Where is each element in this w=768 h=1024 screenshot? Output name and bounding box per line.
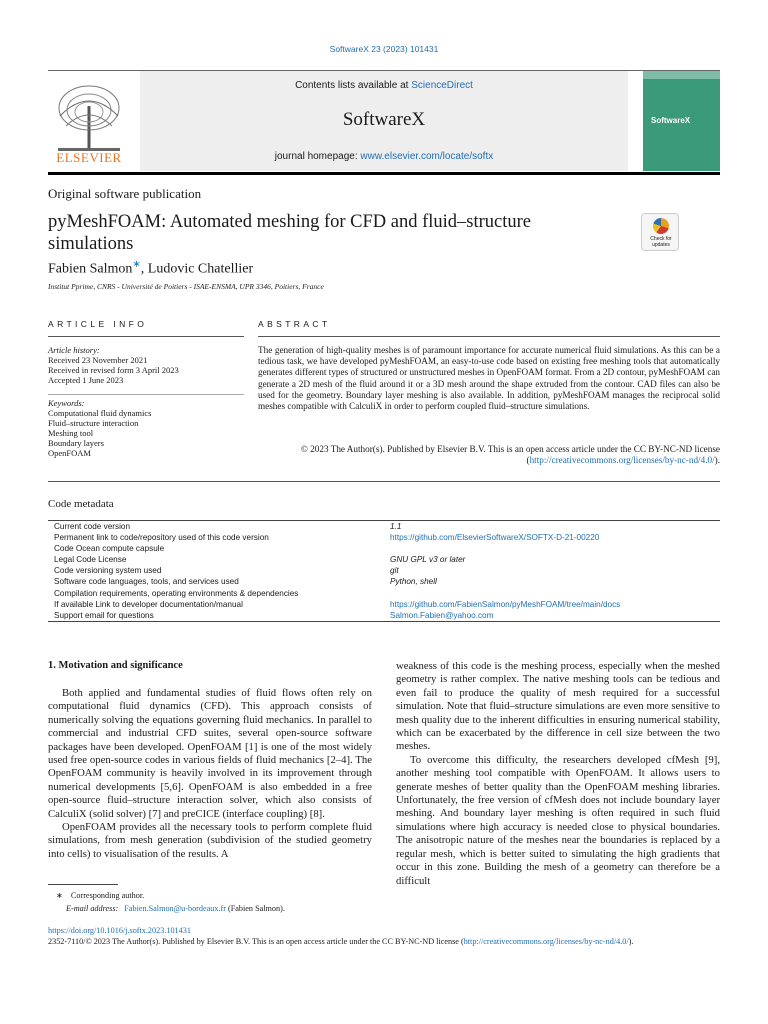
metadata-key: Compilation requirements, operating environments & dependencies	[54, 588, 299, 598]
metadata-row	[48, 565, 720, 576]
journal-homepage-link[interactable]: www.elsevier.com/locate/softx	[360, 151, 494, 162]
copyright-text: © 2023 The Author(s). Published by Elsevier B.V. This is an open access article under the CC BY-NC-ND license (	[300, 444, 720, 466]
metadata-link[interactable]: Salmon.Fabien@yahoo.com	[390, 610, 494, 620]
metadata-value	[390, 588, 720, 599]
homepage-line	[140, 151, 628, 162]
footer-license	[48, 937, 720, 948]
abstract-text: The generation of high-quality meshes is of paramount importance for accurate numerical fluid simulations. As this can be a tedious task, we have developed pyMeshFOAM, an easy-to-use code based on existing free meshing tools that automatically generates different types of structured or unstructured meshes in OpenFOAM format. From a 2D contour, pyMeshFOAM can generate a 2D mesh of the fluid around it or a 3D mesh around the shape extruded from the contour. CAD files can also be used for the geometry. Boundary layer meshing is also available. In addition, pyMeshFOAM manages the reciprocal solid meshes compatible with CalculiX in order to perform coupled fluid–structure simulations.	[258, 345, 720, 412]
paragraph: weakness of this code is the meshing process, especially when the meshed geometry is rather complex. The native meshing tools can be tedious and even fail to produce the quality of mesh required for a successful simulation. Note that fluid–structure simulations are even more sensitive to mesh quality due to the inherent difficulties in ensuring numerical stability, which can be exacerbated by the difference in cell size between the two meshes.	[396, 660, 720, 753]
keywords-label: Keywords:	[48, 398, 85, 408]
paper-title: pyMeshFOAM: Automated meshing for CFD and fluid–structure simulations	[48, 212, 532, 254]
left-column	[48, 687, 372, 861]
metadata-value: 1.1	[390, 522, 402, 531]
header-bottom-rule	[48, 172, 720, 175]
keyword-item: Fluid–structure interaction	[48, 418, 139, 428]
journal-reference-link[interactable]: SoftwareX 23 (2023) 101431	[329, 44, 439, 54]
metadata-value: git	[390, 566, 399, 576]
code-metadata-table	[48, 520, 720, 622]
section-heading: 1. Motivation and significance	[48, 660, 183, 671]
metadata-value: GNU GPL v3 or later	[390, 555, 466, 565]
journal-title: SoftwareX	[342, 109, 426, 130]
footnote-corresponding	[56, 890, 144, 901]
footer-license-end: ).	[628, 936, 634, 946]
history-label: Article history:	[48, 345, 100, 355]
email-label: E-mail address:	[66, 904, 119, 913]
paragraph: Both applied and fundamental studies of fluid flows often rely on computational fluid dynamics (CFD). This approach consists of numerically solving the equations governing fluid mechanics. In parallel to commercial and industrial CFD suites, several open-source software packages have been developed. OpenFOAM [1] is one of the most widely used free open-source codes in various fields of fluid mechanics [2–4]. The OpenFOAM community is heavily involved in its improvement through numerical developments [5,6]. OpenFOAM is also embedded in a free open-source fluid–structure interaction solver, which also consists of CalculiX (solid solver) [7] and preCICE (interface coupling) [8].	[48, 687, 372, 820]
email-link[interactable]: Fabien.Salmon@u-bordeaux.fr	[124, 904, 226, 913]
updates-icon	[653, 218, 669, 234]
abstract-heading: ABSTRACT	[258, 319, 331, 329]
metadata-row	[48, 543, 720, 554]
metadata-row	[48, 588, 720, 599]
keywords	[48, 398, 244, 458]
article-info-rule	[48, 336, 244, 337]
metadata-key: If available Link to developer documentation/manual	[54, 599, 243, 609]
homepage-prefix: journal homepage:	[274, 151, 361, 162]
metadata-row	[48, 521, 720, 532]
copyright-end: ).	[714, 455, 720, 466]
metadata-key: Legal Code License	[54, 555, 127, 565]
check-for-updates-badge[interactable]	[641, 213, 679, 251]
author-rest: , Ludovic Chatellier	[140, 261, 254, 277]
footer-license-text: 2352-7110/© 2023 The Author(s). Published by Elsevier B.V. This is an open access article under the CC BY-NC-ND license (	[48, 936, 464, 946]
publication-type: Original software publication	[48, 186, 202, 201]
doi-link[interactable]: https://doi.org/10.1016/j.softx.2023.101431	[48, 926, 191, 935]
contents-line	[140, 80, 628, 91]
history-revised: Received in revised form 3 April 2023	[48, 365, 179, 375]
page-footer	[48, 926, 720, 947]
metadata-row	[48, 532, 720, 543]
footnote-marker: ∗	[56, 891, 63, 900]
metadata-link[interactable]: https://github.com/ElsevierSoftwareX/SOFTX-D-21-00220	[390, 533, 600, 543]
abstract-copyright	[258, 444, 720, 466]
license-link[interactable]: http://creativecommons.org/licenses/by-nc-nd/4.0/	[529, 455, 715, 466]
email-owner: (Fabien Salmon).	[225, 904, 285, 913]
metadata-value	[390, 543, 720, 554]
paragraph: OpenFOAM provides all the necessary tools to perform complete fluid simulations, from mesh generation (subdivision of the studied geometry into cells) to visualisation of the results. A	[48, 821, 372, 860]
abstract-rule	[258, 336, 720, 337]
journal-cover-image	[643, 71, 720, 171]
keyword-item: Boundary layers	[48, 438, 104, 448]
footnote-email	[66, 903, 285, 914]
elsevier-wordmark: ELSEVIER	[56, 150, 122, 165]
keyword-item: Meshing tool	[48, 428, 94, 438]
metadata-key: Support email for questions	[54, 610, 154, 620]
metadata-row	[48, 610, 720, 621]
front-matter-rule	[48, 481, 720, 482]
keywords-rule	[48, 394, 244, 395]
cover-title: SoftwareX	[651, 116, 691, 125]
paragraph: To overcome this difficulty, the researchers developed cfMesh [9], another meshing tool compatible with OpenFOAM. It allows users to generate meshes of better quality than the OpenFOAM meshing libraries. Unfortunately, the free version of cfMesh does not include boundary layer meshing. And boundary layer meshing is often required in such fluid simulations where high accuracy is needed close to physical boundaries. The anisotropic nature of the meshes near the boundaries is replaced by a regular mesh, which is better suited to simulating the high gradients that occur in this zone. Building the mesh of a geometry can therefore be a difficult	[396, 753, 720, 887]
metadata-key: Code versioning system used	[54, 566, 162, 576]
metadata-value: Python, shell	[390, 577, 437, 587]
history-received: Received 23 November 2021	[48, 355, 148, 365]
code-metadata-title: Code metadata	[48, 498, 114, 510]
metadata-key: Code Ocean compute capsule	[54, 544, 165, 554]
updates-label: Check for updates	[650, 236, 672, 248]
corresponding-author-marker[interactable]: ∗	[132, 259, 141, 270]
footnote-rule	[48, 884, 118, 885]
author-first: Fabien Salmon	[48, 261, 133, 277]
keyword-item: OpenFOAM	[48, 448, 91, 458]
contents-prefix: Contents lists available at	[295, 80, 412, 91]
keyword-item: Computational fluid dynamics	[48, 408, 152, 418]
article-info-heading: ARTICLE INFO	[48, 319, 148, 329]
metadata-row	[48, 599, 720, 610]
metadata-link[interactable]: https://github.com/FabienSalmon/pyMeshFOAM/tree/main/docs	[390, 599, 621, 609]
metadata-key: Permanent link to code/repository used of this code version	[54, 533, 269, 543]
metadata-key: Current code version	[54, 522, 130, 531]
article-history	[48, 345, 244, 385]
sciencedirect-link[interactable]: ScienceDirect	[411, 80, 473, 91]
metadata-row	[48, 576, 720, 587]
footnote-text: Corresponding author.	[70, 891, 145, 900]
metadata-row	[48, 554, 720, 565]
metadata-key: Software code languages, tools, and services used	[54, 577, 239, 587]
cover-band	[643, 71, 720, 79]
footer-license-link[interactable]: http://creativecommons.org/licenses/by-nc-nd/4.0/	[463, 936, 629, 946]
right-column	[396, 660, 720, 888]
author-list	[48, 259, 253, 278]
affiliation: Institut Pprime, CNRS - Université de Poitiers - ISAE-ENSMA, UPR 3346, Poitiers, France	[48, 282, 324, 291]
history-accepted: Accepted 1 June 2023	[48, 375, 124, 385]
